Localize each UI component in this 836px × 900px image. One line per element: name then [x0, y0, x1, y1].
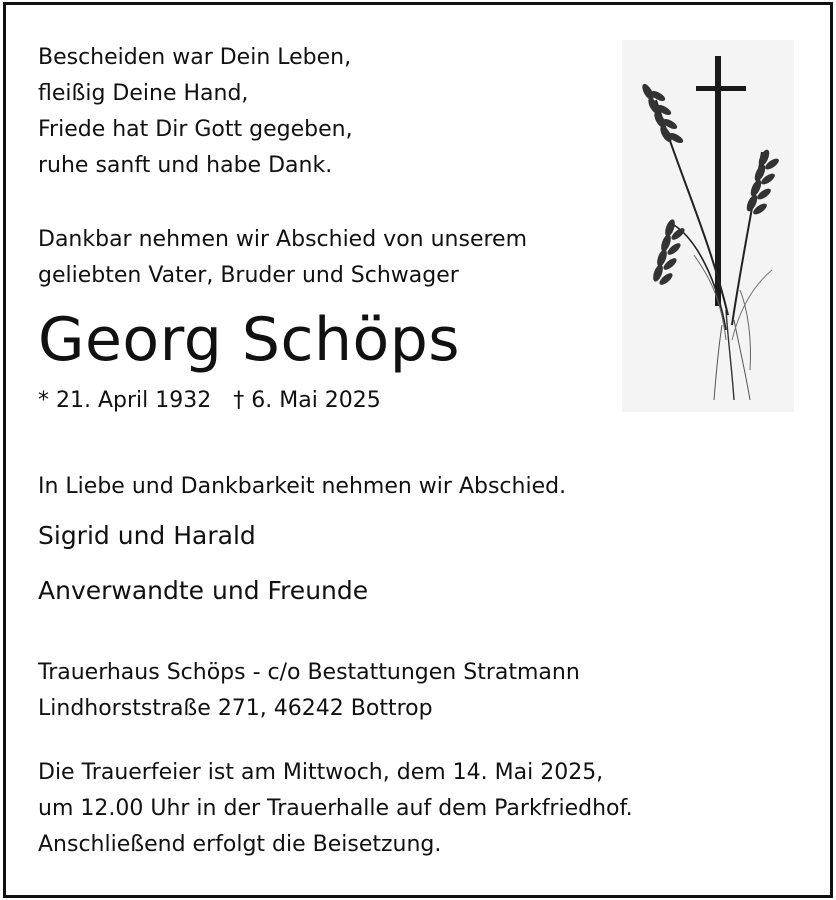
poem-line: Bescheiden war Dein Leben, [38, 45, 352, 70]
service-line: um 12.00 Uhr in der Trauerhalle auf dem Parkfriedhof. [38, 796, 633, 821]
intro-line: Dankbar nehmen wir Abschied von unserem [38, 227, 528, 252]
life-dates [38, 384, 381, 418]
death-date: † 6. Mai 2025 [233, 388, 381, 413]
poem [38, 40, 353, 184]
closing-text: In Liebe und Dankbarkeit nehmen wir Abschied. [38, 474, 567, 499]
intro-text [38, 222, 527, 294]
cross-with-wheat-icon [622, 40, 794, 412]
mourners-primary: Sigrid und Harald [38, 521, 256, 550]
deceased-name: Georg Schöps [38, 305, 461, 375]
address-line: Lindhorststraße 271, 46242 Bottrop [38, 696, 433, 721]
poem-line: ruhe sanft und habe Dank. [38, 153, 333, 178]
funeral-home-address [38, 655, 580, 727]
service-details [38, 755, 633, 863]
intro-line: geliebten Vater, Bruder und Schwager [38, 263, 459, 288]
poem-line: fleißig Deine Hand, [38, 81, 249, 106]
poem-line: Friede hat Dir Gott gegeben, [38, 117, 353, 142]
service-line: Anschließend erfolgt die Beisetzung. [38, 832, 442, 857]
birth-date: * 21. April 1932 [38, 388, 212, 413]
mourners-secondary: Anverwandte und Freunde [38, 576, 369, 605]
address-line: Trauerhaus Schöps - c/o Bestattungen Stratmann [38, 660, 580, 685]
service-line: Die Trauerfeier ist am Mittwoch, dem 14. Mai 2025, [38, 760, 604, 785]
